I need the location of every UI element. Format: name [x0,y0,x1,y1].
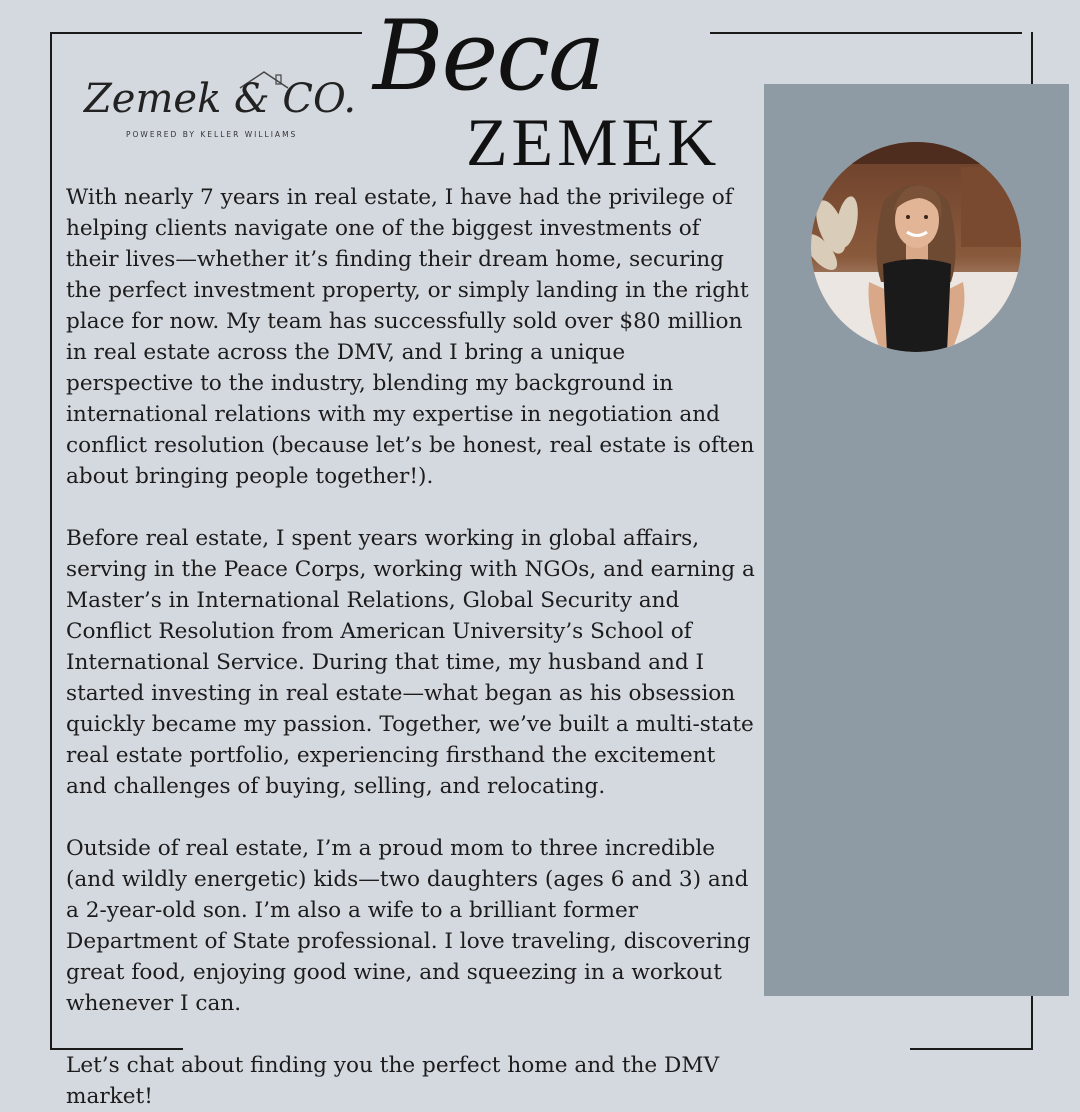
first-name-heading: Beca [373,0,604,112]
bio-paragraph-3: Outside of real estate, I’m a proud mom to three incredible (and wildly energetic) kids—two daughters (ages 6 and 3) and a 2-year-old son. I’m also a wife to a brilliant former Department of State professional. I love traveling, discovering great food, enjoying good wine, and squeezing in a workout whenever I can. [66,836,751,1016]
bio-paragraph-4: Let’s chat about finding you the perfect home and the DMV market! [66,1053,720,1109]
logo-wordmark: Zemek & CO. [84,76,357,122]
company-logo [82,68,357,148]
frame-bottom-right-line [910,1048,1033,1050]
logo-tagline: POWERED BY KELLER WILLIAMS [126,130,298,139]
bio-paragraph-2: Before real estate, I spent years working in global affairs, serving in the Peace Corps, working with NGOs, and earning a Master’s in International Relations, Global Security and Conflict Resolution from American University’s School of International Service. During that time, my husband and I started investing in real estate—what began as his obsession quickly became my passion. Together, we’ve built a multi-state real estate portfolio, experiencing firsthand the excitement and challenges of buying, selling, and relocating. [66,526,755,799]
agent-photo [811,142,1021,352]
frame-top-left-line [50,32,362,34]
agent-portrait-icon [811,142,1021,352]
bio-text [66,182,756,1112]
bio-paragraph-1: With nearly 7 years in real estate, I have had the privilege of helping clients navigate one of the biggest investments of their lives—whether it’s finding their dream home, securing the perfect investment property, or simply landing in the right place for now. My team has successfully sold over $80 million in real estate across the DMV, and I bring a unique perspective to the industry, blending my background in international relations with my expertise in negotiation and conflict resolution (because let’s be honest, real estate is often about bringing people together!). [66,185,755,489]
last-name-heading: ZEMEK [466,104,721,180]
frame-left-line [50,32,52,1050]
frame-top-right-line [710,32,1022,34]
